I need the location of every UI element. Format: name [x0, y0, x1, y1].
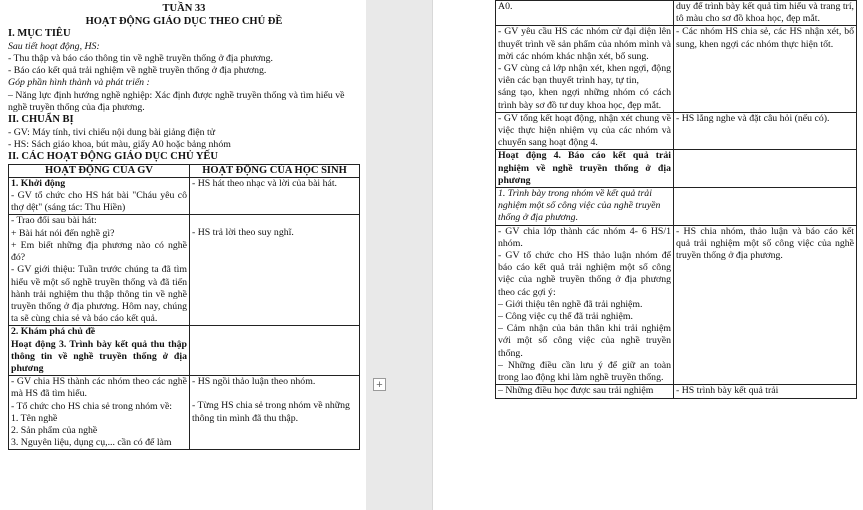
table-row: [9, 177, 360, 215]
table-row: [496, 26, 857, 112]
objective-line: Sau tiết hoạt động, HS:: [8, 40, 100, 52]
teacher-cell: 1. Trình bày trong nhóm về kết quả trải nghiệm một số công việc của nghề truyền thống ở địa phương.: [496, 188, 674, 226]
student-cell: - HS trình bày kết quả trải: [674, 385, 857, 398]
week-label: TUẦN 33: [162, 3, 206, 14]
activities-table-left: [8, 164, 360, 450]
student-cell: [674, 188, 857, 226]
teacher-cell: 1. Khởi động - GV tổ chức cho HS hát bài "Cháu yêu cô thợ dệt" (sáng tác: Thu Hiền): [9, 177, 190, 215]
column-header-teacher: HOẠT ĐỘNG CỦA GV: [9, 164, 190, 177]
teacher-cell: - GV chia HS thành các nhóm theo các nghề mà HS đã tìm hiểu. - Tổ chức cho HS chia sẻ trong nhóm về: 1. Tên nghề 2. Sản phẩm của nghề 3. Nguyên liệu, dụng cụ,... cần có để làm: [9, 376, 190, 450]
table-row: [496, 1, 857, 26]
table-row: [9, 376, 360, 450]
table-row: [496, 188, 857, 226]
teacher-cell: 2. Khám phá chủ đề Hoạt động 3. Trình bày kết quả thu thập thông tin về nghề truyền thống ở địa phương: [9, 326, 190, 376]
student-cell: - Các nhóm HS chia sẻ, các HS nhận xét, bổ sung, khen ngợi các nhóm thực hiện tốt.: [674, 26, 857, 112]
objective-line: - Báo cáo kết quả trải nghiệm về nghề truyền thống ở địa phương.: [8, 65, 267, 77]
teacher-cell: - Trao đổi sau bài hát: + Bài hát nói đến nghề gì? + Em biết những địa phương nào có nghề đó? - GV giới thiệu: Tuần trước chúng ta đã tìm hiểu về một số nghề truyền thống và đã tiến hành trải nghiệm thu thập thông tin về nghề truyền thống ở địa phương. Hôm nay, chúng ta sẽ cùng chia sẻ và báo cáo kết quả.: [9, 215, 190, 326]
teacher-cell: - GV tổng kết hoạt động, nhận xét chung về việc thực hiện nhiệm vụ của các nhóm và chuyển sang hoạt động 4.: [496, 112, 674, 150]
table-row: [496, 150, 857, 188]
column-header-student: HOẠT ĐỘNG CỦA HỌC SINH: [190, 164, 360, 177]
activities-table-right: [495, 0, 857, 399]
document-page-left: [0, 0, 366, 510]
teacher-cell: - GV chia lớp thành các nhóm 4- 6 HS/1 nhóm. - GV tổ chức cho HS thảo luận nhóm để báo cáo kết quả trải nghiệm một số công việc của nghề truyền thống ở địa phương theo các gợi ý: – Giới thiệu tên nghề đã trải nghiệm. – Công việc cụ thể đã trải nghiệm. – Cảm nhận của bản thân khi trải nghiệm với một số công việc của nghề truyền thống. – Những điều cần lưu ý để giữ an toàn trong lao động khi làm nghề truyền thống.: [496, 225, 674, 385]
table-row: [9, 326, 360, 376]
teacher-cell: Hoạt động 4. Báo cáo kết quả trải nghiệm về nghề truyền thống ở địa phương: [496, 150, 674, 188]
section-preparation-heading: II. CHUẨN BỊ: [8, 114, 74, 126]
preparation-line: - GV: Máy tính, tivi chiếu nội dung bài giảng điện tử: [8, 126, 216, 138]
objective-line: nghề truyền thống của địa phương.: [8, 101, 145, 113]
student-cell: - HS chia nhóm, thảo luận và báo cáo kết quả trải nghiệm một số công việc của nghề truyền thống ở địa phương.: [674, 225, 857, 385]
table-row: [496, 225, 857, 385]
student-cell: - HS hát theo nhạc và lời của bài hát.: [190, 177, 360, 215]
objective-line: – Năng lực định hướng nghề nghiệp: Xác định được nghề truyền thống và tìm hiểu về: [8, 89, 345, 101]
teacher-cell: - GV yêu cầu HS các nhóm cử đại diện lên thuyết trình về sản phẩm của nhóm mình và mời các nhóm khác nhận xét, bổ sung. - GV cùng cả lớp nhận xét, khen ngợi, động viên các bạn thuyết trình hay, tự tin, sáng tạo, khen ngợi những nhóm có cách trình bày sơ đồ tư duy khoa học, đẹp mắt.: [496, 26, 674, 112]
teacher-cell: A0.: [496, 1, 674, 26]
student-cell: - HS lắng nghe và đặt câu hỏi (nếu có).: [674, 112, 857, 150]
student-cell: [190, 326, 360, 376]
student-cell: - HS trả lời theo suy nghĩ.: [190, 215, 360, 326]
lesson-title: HOẠT ĐỘNG GIÁO DỤC THEO CHỦ ĐỀ: [85, 16, 283, 27]
section-activities-heading: II. CÁC HOẠT ĐỘNG GIÁO DỤC CHỦ YẾU: [8, 151, 219, 163]
student-cell: - HS ngồi thảo luận theo nhóm. - Từng HS chia sẻ trong nhóm về những thông tin mình đã thu thập.: [190, 376, 360, 450]
objective-line: Góp phần hình thành và phát triển :: [8, 77, 150, 89]
table-row: [496, 385, 857, 398]
student-cell: [674, 150, 857, 188]
student-cell: duy để trình bày kết quả tìm hiểu và trang trí, tô màu cho sơ đồ khoa học, đẹp mắt.: [674, 1, 857, 26]
add-row-button[interactable]: +: [373, 378, 386, 391]
section-objectives-heading: I. MỤC TIÊU: [8, 28, 71, 39]
table-row: [496, 112, 857, 150]
objective-line: - Thu thập và báo cáo thông tin về nghề truyền thống ở địa phương.: [8, 52, 273, 64]
table-row: [9, 215, 360, 326]
preparation-line: - HS: Sách giáo khoa, bút màu, giấy A0 hoặc bảng nhóm: [8, 139, 231, 151]
teacher-cell: – Những điều học được sau trải nghiệm: [496, 385, 674, 398]
document-page-right: [432, 0, 863, 510]
